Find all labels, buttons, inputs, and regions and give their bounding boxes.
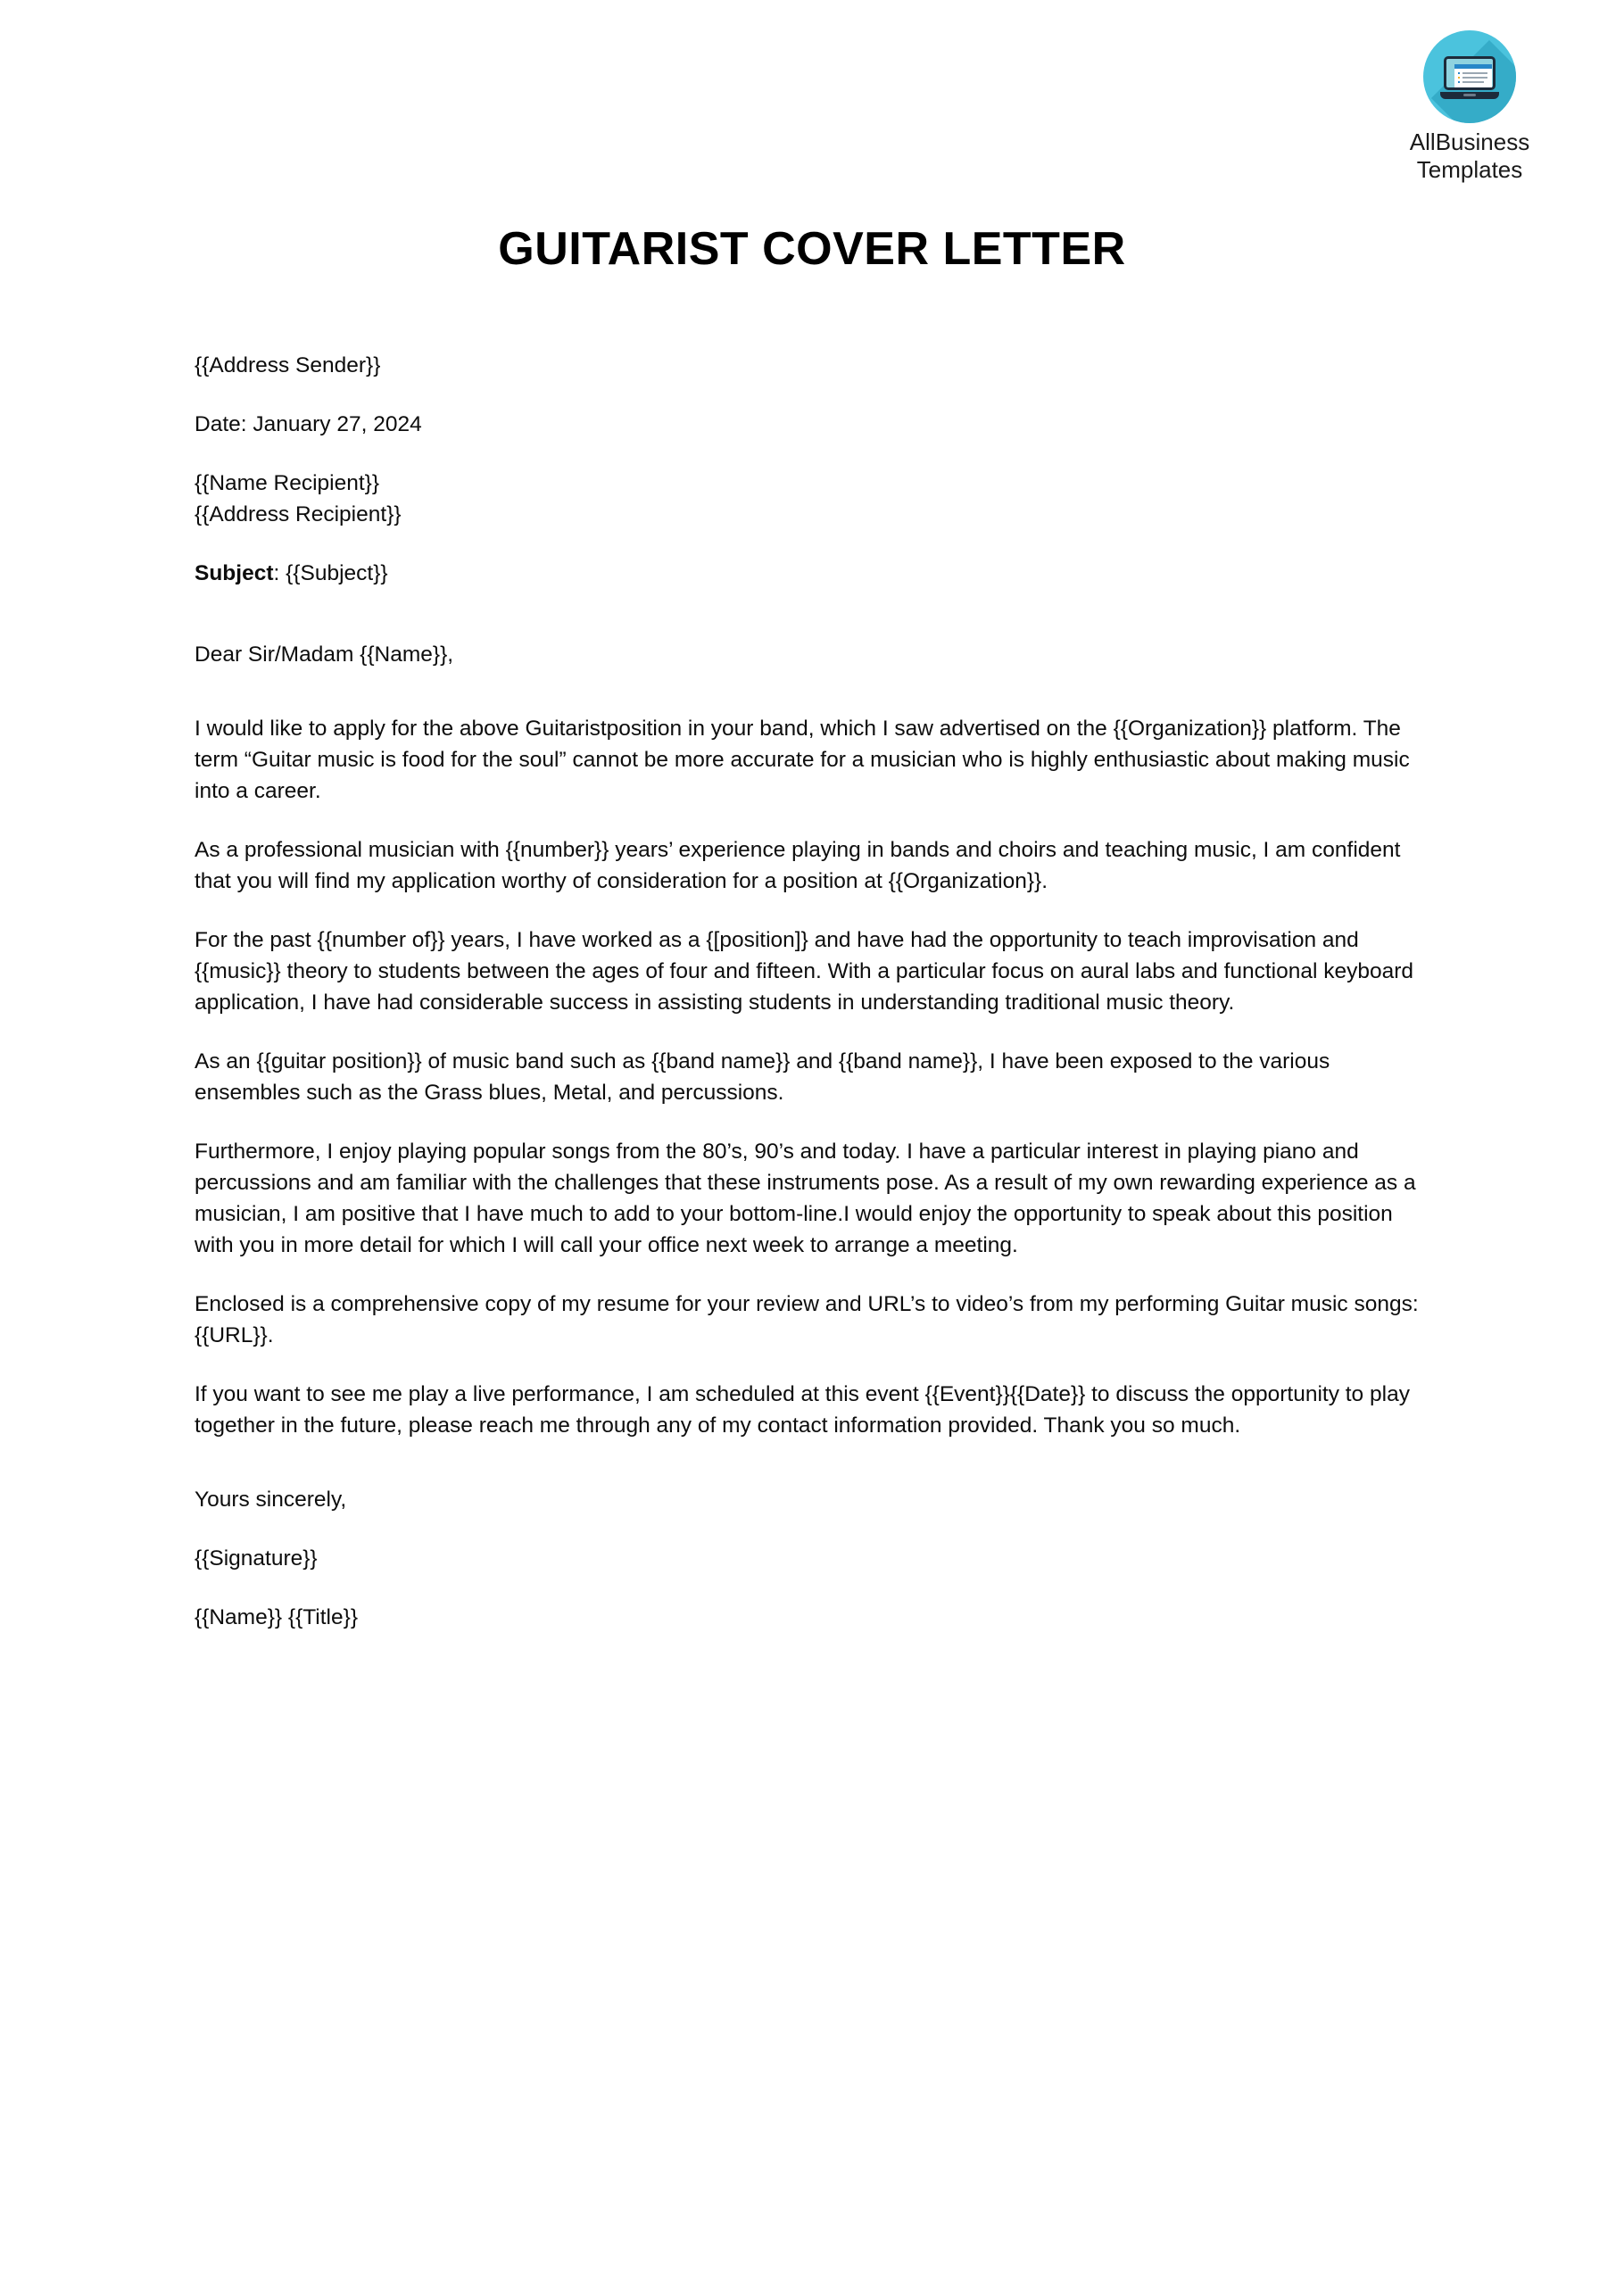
screen-row-3 xyxy=(1462,81,1484,83)
brand-logo xyxy=(1385,30,1554,184)
paragraph-3: For the past {{number of}} years, I have worked as a {[position]} and have had the opportunity to teach improvisation and {{music}} theory to students between the ages of four and fifteen. With a particular focus on aural labs and functional keyboard application, I have had considerable success in assisting students in understanding traditional music theory. xyxy=(195,928,1414,1015)
paragraph-1: I would like to apply for the above Guitaristposition in your band, which I saw advertised on the {{Organization}} platform. The term “Guitar music is food for the soul” cannot be more accurate for a musician who is highly enthusiastic about making music into a career. xyxy=(195,717,1410,803)
laptop-trackpad-notch xyxy=(1463,94,1476,96)
screen-bullet-1 xyxy=(1458,72,1460,74)
screen-titlebar xyxy=(1454,64,1492,69)
laptop-lid xyxy=(1444,56,1496,90)
screen-row-1 xyxy=(1462,72,1487,74)
screen-bullet-2 xyxy=(1458,77,1460,79)
name-recipient: {{Name Recipient}} xyxy=(195,471,380,495)
signature-placeholder: {{Signature}} xyxy=(195,1546,318,1571)
paragraph-4: As an {{guitar position}} of music band such as {{band name}} and {{band name}}, I have been exposed to the various ensembles such as the Grass blues, Metal, and percussions. xyxy=(195,1049,1330,1105)
laptop-screen xyxy=(1454,64,1492,87)
subject-line xyxy=(195,558,1429,589)
brand-name xyxy=(1385,128,1554,184)
address-sender: {{Address Sender}} xyxy=(195,353,381,377)
address-recipient: {{Address Recipient}} xyxy=(195,502,402,526)
brand-name-line-2: Templates xyxy=(1416,156,1523,183)
paragraph-6: Enclosed is a comprehensive copy of my resume for your review and URL’s to video’s from my performing Guitar music songs: {{URL}}. xyxy=(195,1292,1419,1347)
letter-body xyxy=(195,350,1429,1661)
page-title: GUITARIST COVER LETTER xyxy=(498,223,1126,275)
salutation: Dear Sir/Madam {{Name}}, xyxy=(195,642,454,667)
paragraph-5: Furthermore, I enjoy playing popular songs from the 80’s, 90’s and today. I have a particular interest in playing piano and percussions and am familiar with the challenges that these instruments pose. As a result of my own rewarding experience as a musician, I am positive that I have much to add to your bottom-line.I would enjoy the opportunity to speak about this position with you in more detail for which I will call your office next week to arrange a meeting. xyxy=(195,1140,1416,1257)
subject-value: : {{Subject}} xyxy=(273,561,388,585)
laptop-base xyxy=(1440,92,1499,99)
letter-date: Date: January 27, 2024 xyxy=(195,412,422,436)
subject-label: Subject xyxy=(195,561,274,585)
laptop-icon xyxy=(1440,56,1499,99)
laptop-in-circle-icon xyxy=(1423,30,1516,123)
closing: Yours sincerely, xyxy=(195,1488,347,1512)
name-title: {{Name}} {{Title}} xyxy=(195,1605,358,1629)
screen-row-2 xyxy=(1462,77,1487,79)
screen-bullet-3 xyxy=(1458,81,1460,83)
paragraph-2: As a professional musician with {{number}} years’ experience playing in bands and choirs and teaching music, I am confident that you will find my application worthy of consideration for a position at {{Organization}}. xyxy=(195,838,1401,893)
brand-name-line-1: AllBusiness xyxy=(1409,128,1530,155)
paragraph-7: If you want to see me play a live performance, I am scheduled at this event {{Event}}{{Date}} to discuss the opportunity to play together in the future, please reach me through any of my contact information provided. Thank you so much. xyxy=(195,1382,1410,1438)
